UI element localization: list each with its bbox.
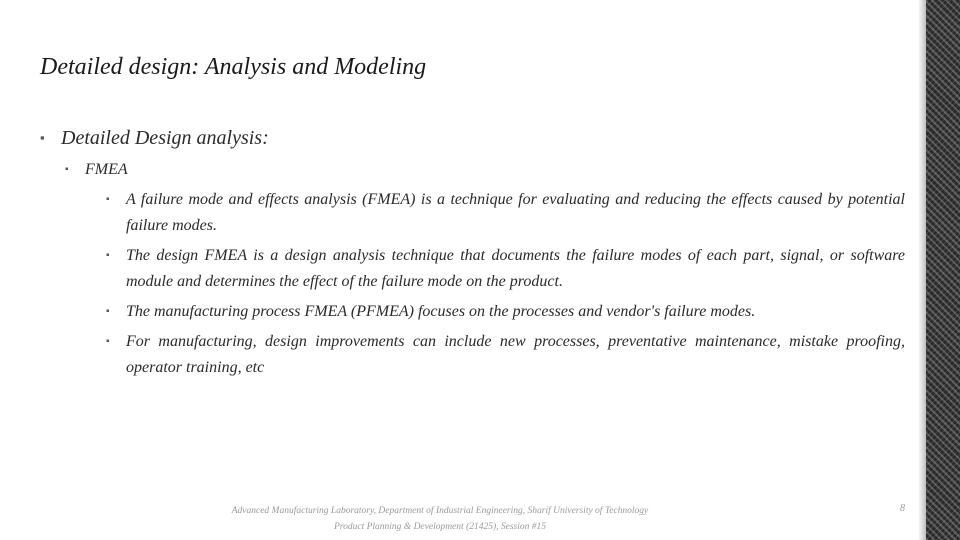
slide-body (40, 125, 905, 381)
square-bullet-icon: ▪ (106, 250, 110, 261)
bullet-level3-text: For manufacturing, design improvements can include new processes, preventative maintenance, mistake proofing, operator training, etc (126, 333, 905, 376)
bullet-level1-text: Detailed Design analysis: (61, 127, 269, 149)
decorative-side-band (926, 0, 960, 540)
bullet-level2 (65, 159, 905, 181)
bullet-level2-text: FMEA (85, 161, 128, 178)
bullet-level3-text: The design FMEA is a design analysis technique that documents the failure modes of each part, signal, or software module and determines the effect of the failure mode on the product. (126, 247, 905, 290)
square-bullet-icon: ▪ (106, 194, 110, 205)
square-bullet-icon: ▪ (106, 306, 110, 317)
square-bullet-icon: ▪ (106, 336, 110, 347)
slide-title: Detailed design: Analysis and Modeling (40, 54, 427, 80)
bullet-level3 (106, 329, 905, 381)
square-bullet-icon: ▪ (65, 164, 69, 175)
bullet-level3-text: A failure mode and effects analysis (FMEA) is a technique for evaluating and reducing the effects caused by potential failure modes. (126, 191, 905, 234)
bullet-level3 (106, 187, 905, 239)
bullet-level3 (106, 243, 905, 295)
slide-footer (150, 503, 730, 535)
decorative-band-shadow (918, 0, 926, 540)
footer-line-1: Advanced Manufacturing Laboratory, Department of Industrial Engineering, Sharif University of Technology (231, 506, 649, 516)
bullet-level3 (106, 299, 905, 325)
page-number: 8 (900, 503, 905, 514)
bullet-level3-text: The manufacturing process FMEA (PFMEA) focuses on the processes and vendor's failure modes. (126, 303, 756, 320)
bullet-level1 (40, 125, 905, 151)
square-bullet-icon: ▪ (40, 130, 45, 145)
footer-line-2: Product Planning & Development (21425), Session #15 (333, 522, 547, 532)
